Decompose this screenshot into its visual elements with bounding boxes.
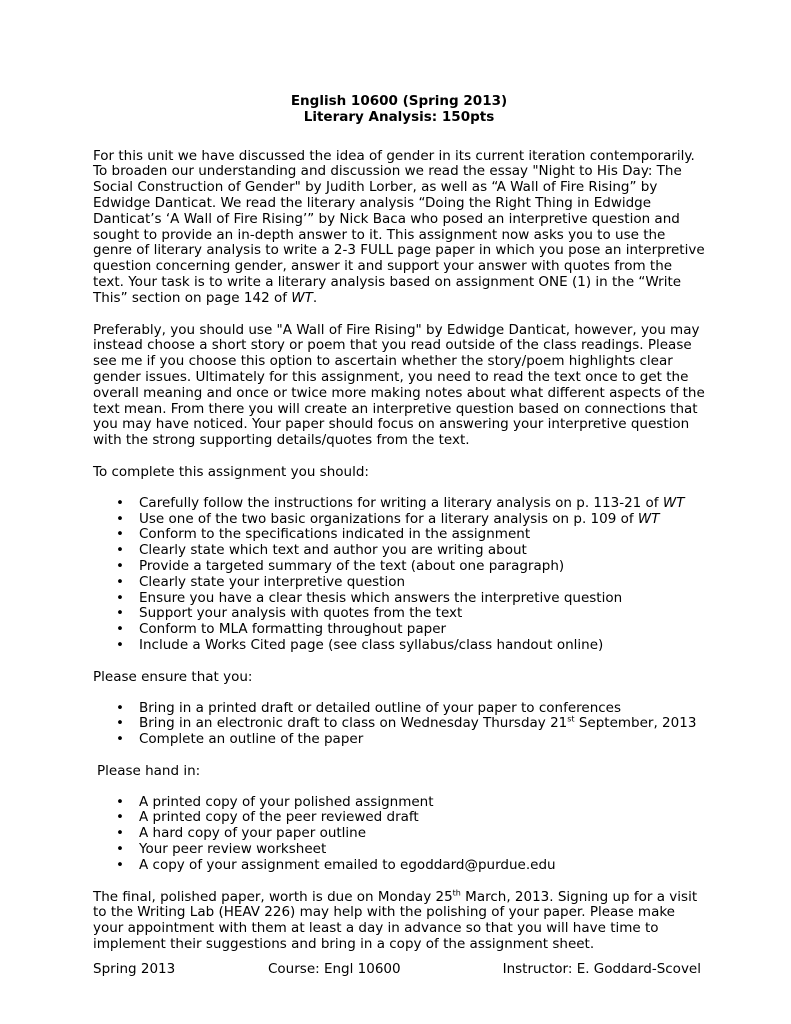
footer-course: Course: Engl 10600 (268, 961, 401, 977)
list-item-text: A copy of your assignment emailed to egoddard@purdue.edu (139, 856, 556, 873)
list-item (93, 810, 705, 826)
page-footer (93, 962, 705, 978)
footer-term: Spring 2013 (93, 961, 176, 977)
document-title: English 10600 (Spring 2013) (290, 93, 508, 109)
list-item (93, 842, 705, 858)
list-item (93, 638, 705, 654)
deadline-text: The final, polished paper, worth is due on Monday 25 (93, 888, 453, 905)
footer-instructor: Instructor: E. Goddard-Scovel (502, 961, 701, 977)
bullet-icon: • (116, 841, 124, 858)
list-item-text: A printed copy of your polished assignment (139, 793, 434, 810)
list-item-text: Bring in a printed draft or detailed outline of your paper to conferences (139, 699, 622, 716)
list-item-text: A hard copy of your paper outline (139, 825, 367, 842)
list-item (93, 622, 705, 638)
list-item (93, 606, 705, 622)
intro-paragraph-end: . (312, 289, 318, 306)
intro-paragraph-text: For this unit we have discussed the idea of gender in its current iteration contemporarily. To broaden our understanding and discussion we read the essay "Night to His Day: The Social Construction of Gender" by Judith Lorber, as well as “A Wall of Fire Rising” by Edwidge Danticat. We read the literary analysis “Doing the Right Thing in Edwidge Danticat’s ‘A Wall of Fire Rising’” by Nick Baca who posed an interpretive question and sought to provide an in-depth answer to it. This assignment now asks you to use the genre of literary analysis to write a 2-3 FULL page paper in which you pose an interpretive question concerning gender, answer it and support your answer with quotes from the text. Your task is to write a literary analysis based on assignment ONE (1) in the “Write This” section on page 142 of (93, 147, 705, 306)
book-abbreviation: WT (637, 510, 660, 527)
list-item-text: A printed copy of the peer reviewed draft (139, 809, 419, 826)
intro-paragraph (93, 149, 705, 307)
list-item (93, 732, 705, 748)
ensure-list (93, 701, 705, 748)
list-item (93, 575, 705, 591)
bullet-icon: • (116, 494, 124, 511)
bullet-icon: • (116, 573, 124, 590)
list-item (93, 716, 705, 732)
list-item-text: Provide a targeted summary of the text (about one paragraph) (139, 557, 565, 574)
list-item-text: Carefully follow the instructions for writing a literary analysis on p. 113-21 of (139, 494, 663, 511)
list-item-text: Conform to MLA formatting throughout paper (139, 621, 447, 638)
bullet-icon: • (116, 589, 124, 606)
ordinal-suffix: th (452, 888, 461, 898)
ensure-intro: Please ensure that you: (93, 668, 253, 685)
book-abbreviation: WT (662, 494, 685, 511)
bullet-icon: • (116, 542, 124, 559)
bullet-icon: • (116, 699, 124, 716)
bullet-icon: • (116, 731, 124, 748)
bullet-icon: • (116, 809, 124, 826)
list-item-text: Your peer review worksheet (139, 841, 327, 858)
deadline-text-end: March, 2013. Signing up for a visit to the Writing Lab (HEAV 226) may help with the polishing of your paper. Please make your appointment with them at least a day in advance so that you will have time to implement their suggestions and bring in a copy of the assignment sheet. (93, 888, 698, 953)
list-item-text: Use one of the two basic organizations for a literary analysis on p. 109 of (139, 510, 638, 527)
list-item (93, 795, 705, 811)
bullet-icon: • (116, 793, 124, 810)
list-item-text: Clearly state your interpretive question (139, 573, 406, 590)
complete-intro: To complete this assignment you should: (93, 463, 369, 480)
bullet-icon: • (116, 636, 124, 653)
options-paragraph: Preferably, you should use "A Wall of Fire Rising" by Edwidge Danticat, however, you may instead choose a short story or poem that you read outside of the class readings. Please see me if you choose this option to ascertain whether the story/poem highlights clear gender issues. Ultimately for this assignment, you need to read the text once to get the overall meaning and once or twice more making notes about what different aspects of the text mean. From there you will create an interpretive question based on connections that you may have noticed. Your paper should focus on answering your interpretive question with the strong supporting details/quotes from the text. (93, 321, 705, 449)
list-item-text: Ensure you have a clear thesis which answers the interpretive question (139, 589, 623, 606)
requirements-list (93, 496, 705, 654)
list-item (93, 496, 705, 512)
list-item (93, 701, 705, 717)
list-item-text: Bring in an electronic draft to class on Wednesday Thursday 21 (139, 715, 568, 732)
bullet-icon: • (116, 605, 124, 622)
ordinal-suffix: st (567, 714, 575, 724)
list-item-text: Conform to the specifications indicated in the assignment (139, 526, 531, 543)
list-item (93, 543, 705, 559)
list-item (93, 858, 705, 874)
list-item (93, 826, 705, 842)
bullet-icon: • (116, 510, 124, 527)
handin-list (93, 795, 705, 874)
document-page (93, 94, 705, 953)
list-item (93, 512, 705, 528)
document-subtitle: Literary Analysis: 150pts (303, 108, 495, 125)
bullet-icon: • (116, 825, 124, 842)
bullet-icon: • (116, 715, 124, 732)
deadline-paragraph (93, 890, 705, 953)
list-item-text: Include a Works Cited page (see class syllabus/class handout online) (139, 636, 604, 653)
bullet-icon: • (116, 557, 124, 574)
bullet-icon: • (116, 621, 124, 638)
bullet-icon: • (116, 856, 124, 873)
list-item (93, 591, 705, 607)
book-abbreviation: WT (291, 289, 313, 306)
handin-intro: Please hand in: (97, 762, 201, 779)
list-item (93, 527, 705, 543)
list-item (93, 559, 705, 575)
list-item-text: Clearly state which text and author you are writing about (139, 542, 527, 559)
list-item-text-end: September, 2013 (574, 715, 697, 732)
list-item-text: Support your analysis with quotes from the text (139, 605, 463, 622)
bullet-icon: • (116, 526, 124, 543)
list-item-text: Complete an outline of the paper (139, 731, 364, 748)
